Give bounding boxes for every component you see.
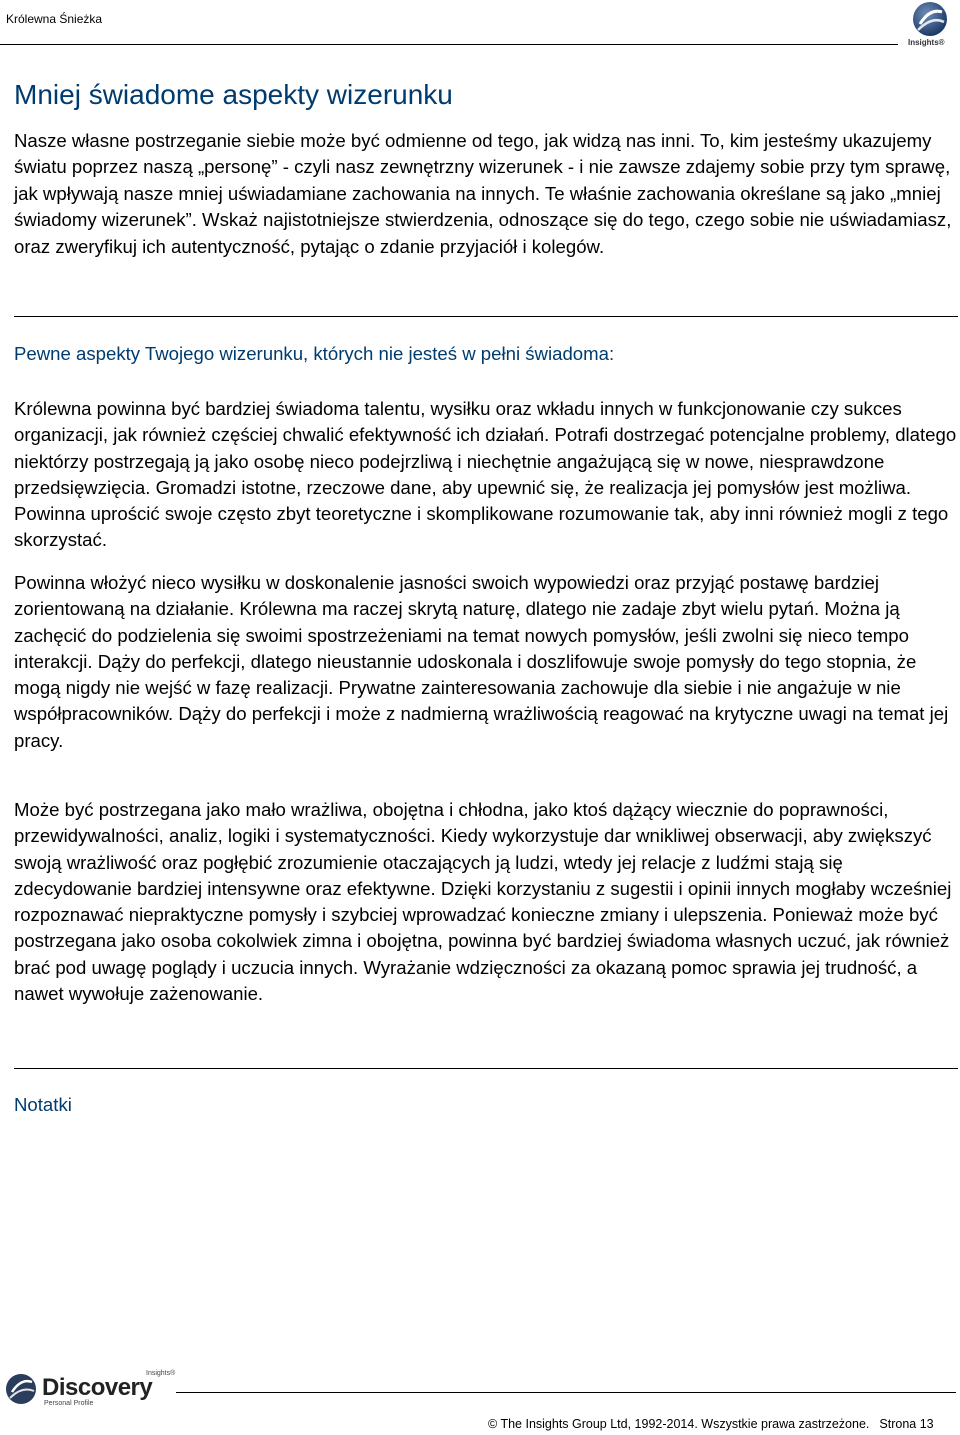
discovery-logo-subtitle: Personal Profile (44, 1400, 94, 1407)
insights-logo-text: Insights® (908, 38, 945, 47)
footer-divider (176, 1392, 956, 1393)
body-paragraph-1: Królewna powinna być bardziej świadoma talentu, wysiłku oraz wkładu innych w funkcjonowanie czy sukces organizacji, jak również częściej chwalić efektywność ich działań. Potrafi dostrzegać potencjalne problemy, dlatego niektórzy postrzegają ją jako osobę nieco podejrzliwą i niechętnie angażującą się w nowe, niesprawdzone przedsięwzięcia. Gromadzi istotne, rzeczowe dane, aby upewnić się, że realizacja jej pomysłów jest możliwa. Powinna uprościć swoje często zbyt teoretyczne i skomplikowane rozumowanie tak, aby inni również mogli z tego skorzystać. (14, 398, 957, 551)
footer-copyright (488, 1417, 934, 1431)
discovery-logo-text: Discovery (42, 1374, 153, 1401)
body-paragraph-3: Może być postrzegana jako mało wrażliwa, obojętna i chłodna, jako ktoś dążący wiecznie do poprawności, przewidywalności, analiz, logiki i systematyczności. Kiedy wykorzystuje dar wnikliwej obserwacji, aby zwiększyć swoją wrażliwość oraz pogłębić zrozumienie otaczających ją ludzi, wtedy jej relacje z ludźmi stają się zdecydowanie bardziej intensywne oraz efektywne. Dzięki korzystaniu z sugestii i opinii innych mogłaby wcześniej rozpoznawać niepraktyczne pomysły i szybciej wprowadzać konieczne zmiany i ulepszenia. Ponieważ może być postrzegana jako osoba cokolwiek zimna i obojętna, powinna być bardziej świadoma własnych uczuć, jak również brać pod uwagę poglądy i uczucia innych. Wyrażanie wdzięczności za okazaną pomoc sprawia jej trudność, a nawet wywołuje zażenowanie. (14, 799, 952, 1005)
discovery-logo (4, 1364, 204, 1414)
discovery-globe-icon (4, 1372, 38, 1406)
page-number: Strona 13 (879, 1417, 934, 1431)
notes-heading: Notatki (14, 1094, 72, 1115)
discovery-logo-superscript: Insights® (146, 1370, 176, 1377)
insights-logo (906, 0, 954, 50)
body-paragraph-2: Powinna włożyć nieco wysiłku w doskonalenie jasności swoich wypowiedzi oraz przyjąć postawę bardziej zorientowaną na działanie. Królewna ma raczej skrytą naturę, dlatego nie zadaje zbyt wielu pytań. Można ją zachęcić do podzielenia się swoimi spostrzeżeniami na temat nowych pomysłów, jeśli zwolni się nieco tempo interakcji. Dąży do perfekcji, dlatego nieustannie udoskonala i doszlifowuje swoje pomysły do tego stopnia, że mogą nigdy nie wejść w fazę realizacji. Prywatne zainteresowania zachowuje dla siebie i nie angażuje w nie współpracowników. Dąży do perfekcji i może z nadmierną wrażliwością reagować na krytyczne uwagi na temat jej pracy. (14, 572, 949, 751)
page-title: Mniej świadome aspekty wizerunku (14, 79, 453, 110)
header-document-name: Królewna Śnieżka (6, 12, 103, 26)
notes-divider (14, 1068, 958, 1069)
intro-paragraph: Nasze własne postrzeganie siebie może być odmienne od tego, jak widzą nas inni. To, kim jesteśmy ukazujemy światu poprzez naszą „personę” - czyli nasz zewnętrzny wizerunek - i nie zawsze zdajemy sobie przy tym sprawę, jak wpływają nasze mniej uświadamiane zachowania na innych. Te właśnie zachowania określane są jako „mniej świadomy wizerunek”. Wskaż najistotniejsze stwierdzenia, odnoszące się do tego, czego sobie nie uświadamiasz, oraz zweryfikuj ich autentyczność, pytając o zdanie przyjaciół i kolegów. (14, 130, 952, 257)
section-heading: Pewne aspekty Twojego wizerunku, których nie jesteś w pełni świadoma: (14, 343, 615, 364)
header-divider (0, 44, 898, 45)
copyright-text: © The Insights Group Ltd, 1992-2014. Wszystkie prawa zastrzeżone. (488, 1417, 870, 1431)
section-divider (14, 316, 958, 317)
insights-globe-icon (910, 0, 950, 40)
